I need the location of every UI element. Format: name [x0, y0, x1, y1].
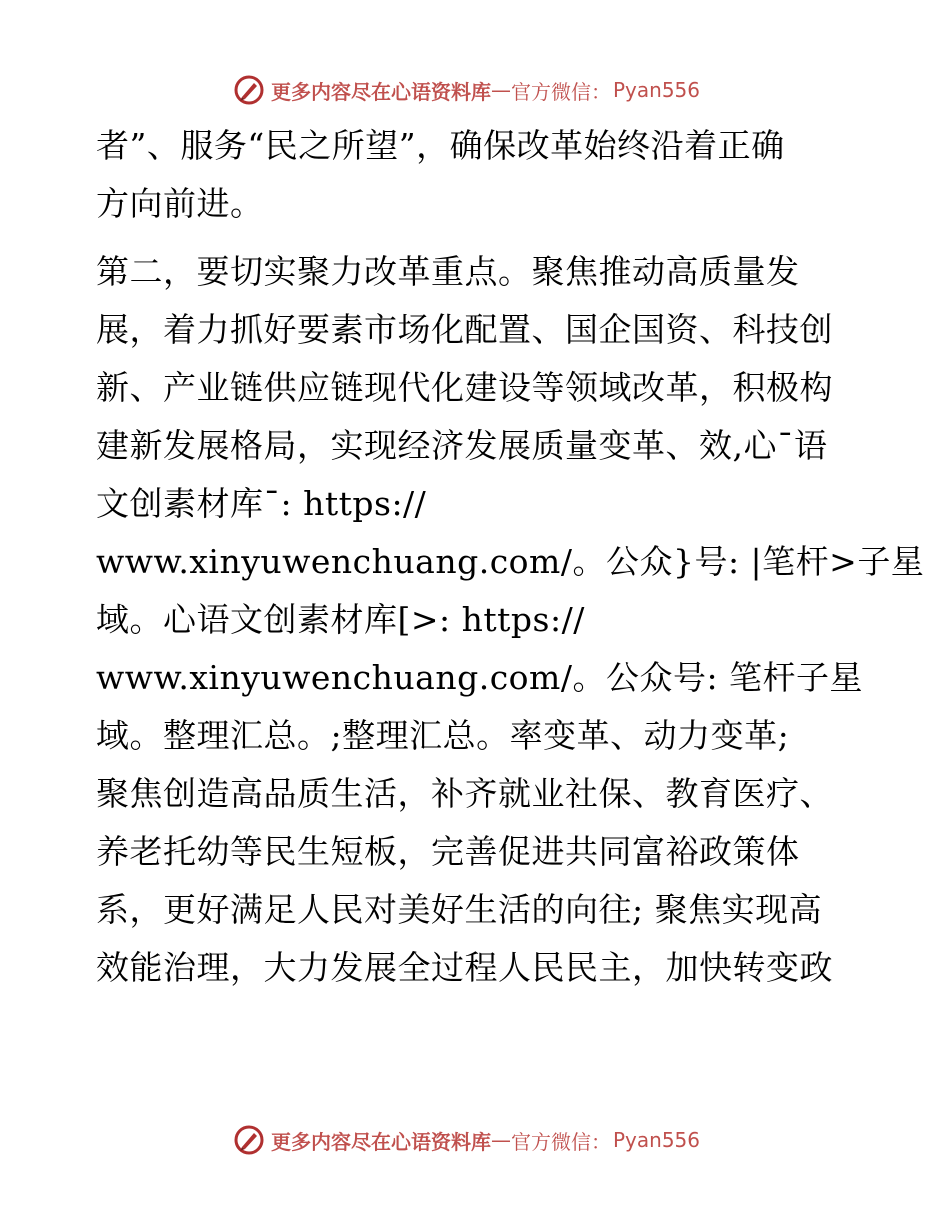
banner-wechat-id: Pyan556 [613, 1128, 701, 1152]
text-line: 域。心语文创素材库[>: https:// [96, 600, 585, 639]
text-line: 聚焦创造高品质生活，补齐就业社保、教育医疗、 [96, 774, 833, 813]
banner-dash: — [491, 78, 511, 102]
pen-logo-icon [233, 1124, 265, 1156]
text-line: 者”、服务“民之所望”，确保改革始终沿着正确 [96, 126, 785, 165]
banner-dash: — [491, 1128, 511, 1152]
text-line: 展，着力抓好要素市场化配置、国企国资、科技创 [96, 310, 833, 349]
banner-title: 更多内容尽在心语资料库 [271, 79, 491, 104]
text-line: 建新发展格局，实现经济发展质量变革、效,心¯语 [96, 426, 828, 465]
banner-wechat-id: Pyan556 [613, 78, 701, 102]
text-line: 方向前进。 [96, 184, 264, 223]
text-line: 文创素材库¯: https:// [96, 484, 427, 523]
document-body [96, 117, 925, 997]
banner-title: 更多内容尽在心语资料库 [271, 1129, 491, 1154]
text-line: 效能治理，大力发展全过程人民民主，加快转变政 [96, 948, 833, 987]
text-line: 养老托幼等民生短板，完善促进共同富裕政策体 [96, 832, 800, 871]
text-line: 新、产业链供应链现代化建设等领域改革，积极构 [96, 368, 833, 407]
text-line: www.xinyuwenchuang.com/。公众}号: |笔杆>子星 [96, 542, 925, 581]
footer-banner [233, 1123, 700, 1157]
banner-wechat-label: 官方微信： [511, 79, 611, 104]
pen-logo-icon [233, 74, 265, 106]
banner-wechat-label: 官方微信： [511, 1129, 611, 1154]
text-line: 域。整理汇总。;整理汇总。率变革、动力变革; [96, 716, 790, 755]
text-line: 第二，要切实聚力改革重点。聚焦推动高质量发 [96, 252, 800, 291]
text-line: www.xinyuwenchuang.com/。公众号: 笔杆子星 [96, 658, 864, 697]
text-line: 系，更好满足人民对美好生活的向往; 聚焦实现高 [96, 890, 823, 929]
header-banner [233, 73, 700, 107]
